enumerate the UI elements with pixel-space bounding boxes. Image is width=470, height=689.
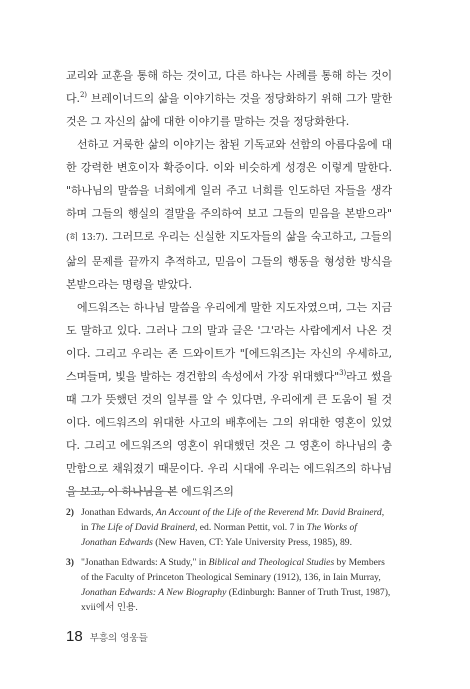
- footnote-2-number: 2): [66, 507, 74, 518]
- footnote-3-text: [81, 555, 392, 615]
- footnote-2: [66, 505, 392, 550]
- footnote-2-part-d: The Life of David Brainerd: [90, 522, 195, 533]
- paragraph-3: [66, 296, 392, 503]
- paragraph-1-text-b: 브레이너드의 삶을 이야기하는 것을 정당화하기 위해 그가 말한 것은 그 자신의 삶에 대한 이야기를 말하는 것을 정당화한다.: [66, 92, 392, 128]
- footnote-3-part-d: Jonathan Edwards: A New Biography: [81, 587, 227, 598]
- footnote-2-part-g: (New Haven, CT: Yale University Press, 1985), 89.: [152, 537, 352, 548]
- paragraph-2-text-b: . 그러므로 우리는 신실한 지도자들의 삶을 숙고하고, 그들의 삶의 문제를 끝까지 추적하고, 믿음이 그들의 행동을 형성한 방식을 본받으라는 명령을 받았다.: [66, 230, 392, 291]
- paragraph-3-text-b: 라고 썼을 때 그가 뜻했던 것의 일부를 알 수 있다면, 우리에게 큰 도움이 될 것이다. 에드워즈의 위대한 사고의 배후에는 그의 위대한 영혼이 있었다. 그리고 에드워즈의 영혼이 위대했던 것은 그 영혼이 하나님의 충만함으로 채워졌기 때문이다. 우리 시대에 우리는 에드워즈의 하나님을 보고, 이 하나님을 본 에드워즈의: [66, 370, 392, 498]
- page-number: 18: [66, 628, 83, 645]
- page-footer: [66, 628, 148, 645]
- paragraph-2: [66, 133, 392, 296]
- footnote-2-part-a: Jonathan Edwards,: [81, 507, 156, 518]
- footnote-3-part-a: "Jonathan Edwards: A Study," in: [81, 557, 209, 568]
- scripture-citation: (히 13:7): [66, 233, 105, 243]
- footnote-ref-3[interactable]: 3): [339, 369, 347, 377]
- footnote-3-part-c: by Members of the Faculty of Princeton Theological Seminary (1912), 136, in Iain Murray,: [81, 557, 385, 583]
- paragraph-3-text-a: 에드워즈는 하나님 말씀을 우리에게 말한 지도자였으며, 그는 지금도 말하고 있다. 그러나 그의 말과 글은 '그'라는 사람에게서 나온 것이다. 그리고 우리는 존 드와이트가 "[에드워즈]는 자신의 우세하고, 스며들며, 빛을 발하는 경건함의 속성에서 가장 위대했다": [66, 301, 392, 383]
- footnote-divider: [66, 491, 176, 492]
- footnote-2-part-f: The Works of Jonathan Edwards: [81, 522, 357, 548]
- running-title: 부흥의 영웅들: [89, 633, 148, 644]
- footnotes: [66, 505, 392, 620]
- footnote-3: [66, 555, 392, 615]
- footnote-3-number: 3): [66, 557, 74, 568]
- footnote-2-part-b: An Account of the Life of the Reverend Mr. David Brainerd: [155, 507, 382, 518]
- footnote-3-part-e: (Edinburgh: Banner of Truth Trust, 1987), xvii에서 인용.: [81, 587, 391, 613]
- paragraph-2-text-a: 선하고 거룩한 삶의 이야기는 참된 기독교와 선함의 아름다움에 대한 강력한 변호이자 확증이다. 이와 비슷하게 성경은 이렇게 말한다. "하나님의 말씀을 너희에게 일러 주고 너희를 인도하던 자들을 생각하며 그들의 행실의 결말을 주의하여 보고 그들의 믿음을 본받으라": [66, 138, 392, 220]
- main-text: [66, 64, 392, 503]
- footnote-3-part-b: Biblical and Theological Studies: [208, 557, 335, 568]
- footnote-2-part-e: , ed. Norman Pettit, vol. 7 in: [194, 522, 307, 533]
- footnote-ref-2[interactable]: 2): [79, 91, 87, 99]
- footnote-2-part-c: , in: [81, 507, 385, 533]
- footnote-2-text: [81, 505, 392, 550]
- paragraph-1: [66, 64, 392, 133]
- paragraph-1-text-a: 교리와 교훈을 통해 하는 것이고, 다른 하나는 사례를 통해 하는 것이다.: [66, 69, 392, 105]
